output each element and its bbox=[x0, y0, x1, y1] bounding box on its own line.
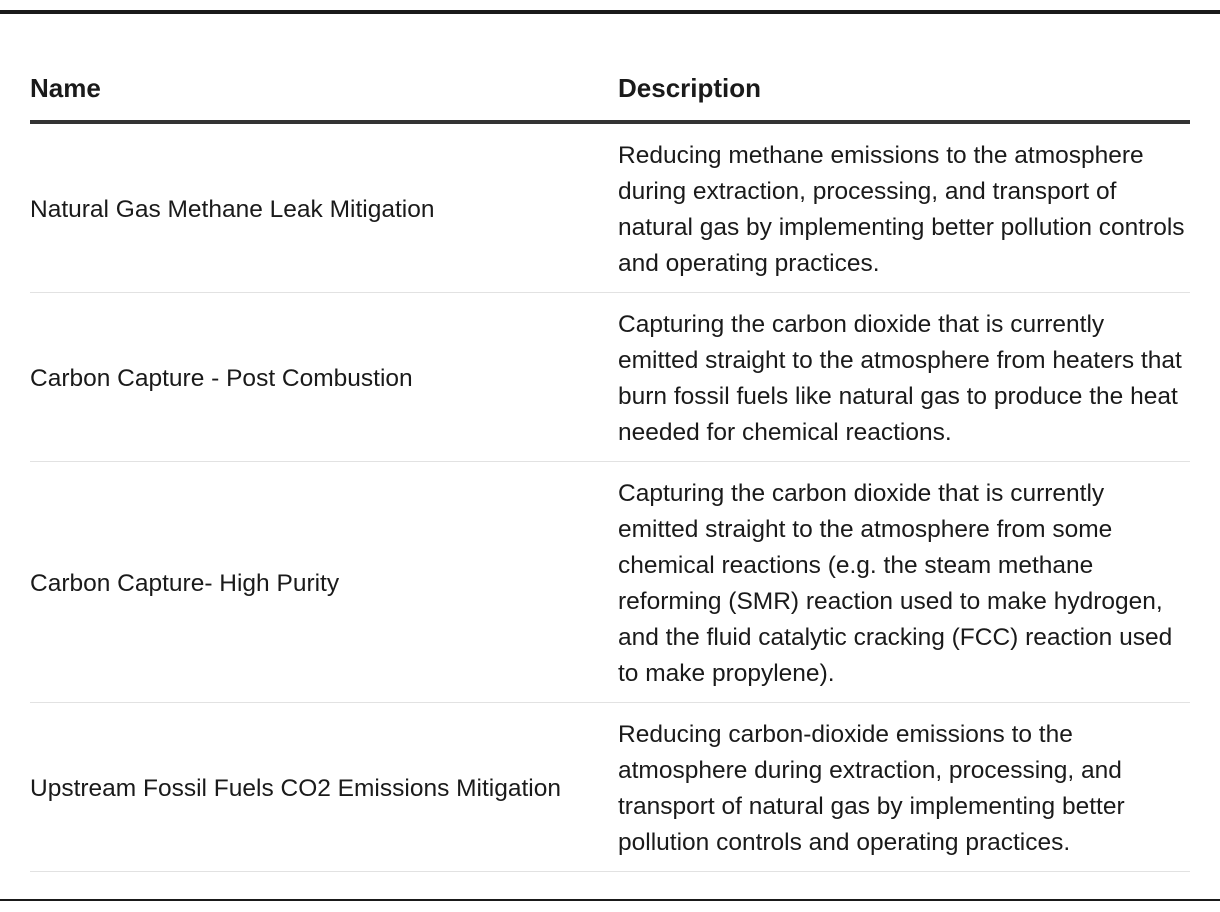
column-header-description: Description bbox=[618, 62, 1190, 122]
solution-description: Capturing the carbon dioxide that is currently emitted straight to the atmosphere from some chemical reactions (e.g. the steam methane reforming (SMR) reaction used to make hydrogen, and the fluid catalytic cracking (FCC) reaction used to make propylene). bbox=[618, 462, 1190, 703]
solution-name: Natural Gas Methane Leak Mitigation bbox=[30, 122, 618, 293]
table-body bbox=[30, 122, 1190, 872]
solution-description: Reducing methane emissions to the atmosphere during extraction, processing, and transport of natural gas by implementing better pollution controls and operating practices. bbox=[618, 122, 1190, 293]
solution-name: Carbon Capture- High Purity bbox=[30, 462, 618, 703]
table-row bbox=[30, 122, 1190, 293]
solution-name: Upstream Fossil Fuels CO2 Emissions Mitigation bbox=[30, 703, 618, 872]
bottom-rule bbox=[0, 899, 1220, 901]
column-header-name: Name bbox=[30, 62, 618, 122]
table-row bbox=[30, 462, 1190, 703]
table-row bbox=[30, 293, 1190, 462]
header-row bbox=[30, 62, 1190, 122]
solutions-table bbox=[30, 62, 1190, 872]
solution-name: Carbon Capture - Post Combustion bbox=[30, 293, 618, 462]
solution-description: Capturing the carbon dioxide that is currently emitted straight to the atmosphere from heaters that burn fossil fuels like natural gas to produce the heat needed for chemical reactions. bbox=[618, 293, 1190, 462]
top-rule bbox=[0, 10, 1220, 14]
solution-description: Reducing carbon-dioxide emissions to the atmosphere during extraction, processing, and transport of natural gas by implementing better pollution controls and operating practices. bbox=[618, 703, 1190, 872]
table-row bbox=[30, 703, 1190, 872]
table-header bbox=[30, 62, 1190, 122]
